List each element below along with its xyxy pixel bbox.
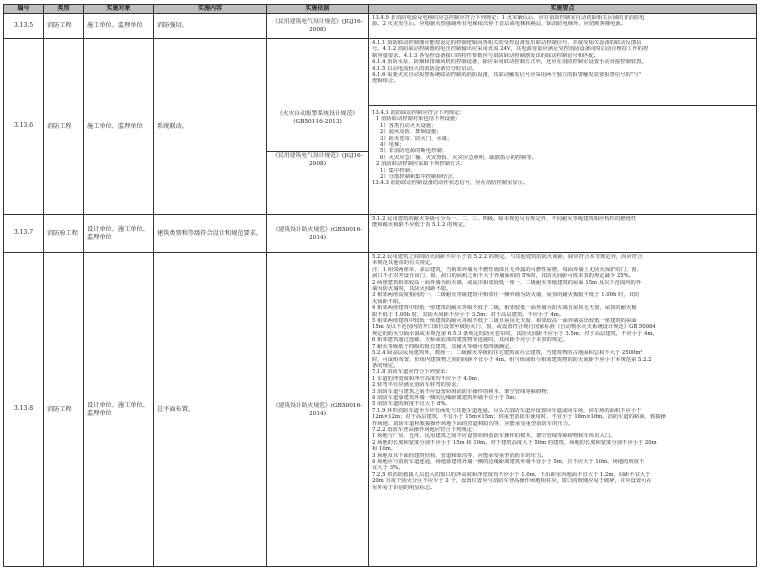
header-content: 实施内容 xyxy=(154,5,267,14)
point-line: 3 消防车道与建筑之间不应设置妨碍消防车操作的树木、架空管线等障碍物； xyxy=(372,388,552,395)
point-line: 7.2.5 供消防救援人员进入的窗口的净高度和净宽度均不应小于 1.0m，下沿距室内地面不宜大于 1.2m，间距不宜大于 xyxy=(372,471,651,478)
row-points xyxy=(369,39,757,215)
point-line: 4 消防车道靠建筑外墙一侧的边缘距离建筑外墙不宜小于 5m； xyxy=(372,394,520,401)
point-line: 13.4.1 消防联动控制应符合下列规定： xyxy=(372,110,465,116)
row-points xyxy=(369,215,757,253)
point-line: 15m 及以下范围内的开口部位设置甲级防火门、窗，或设置符合现行国家标准《自动喷水灭火系统设计规范》GB 50084 xyxy=(372,324,656,331)
point-line: 号。4.1.2 消防联动控制器的电压控制输出应采用直流 24V，其电源容量应满足受控消防设备同时启动且维持工作的控 xyxy=(372,46,649,53)
point-line: 20m 且每个防火分区不应少于 2 个，设置位置应与消防车登高操作场地相对应。窗口的玻璃应易于破碎，并应设置可在 xyxy=(372,478,652,485)
row-object: 设计单位、施工单位、监理单位 xyxy=(84,215,154,253)
row-category: 消防工程 xyxy=(44,253,84,567)
point-line: 5.2.2 民用建筑之间的防火间距不应小于表 5.2.2 的规定，与其他建筑的防火间距，除应符合本节规定外，尚应符合 xyxy=(372,254,643,260)
point-line: 13.4.3 消防联动控制设备的动作状态信号，应在消防控制室显示。 xyxy=(372,180,529,187)
point-line: 2 两座建筑相邻较高一面外墙为防火墙，或高出相邻较低一座一、二级耐火等级建筑的屋面 15m 及以下范围内的外 xyxy=(372,279,642,286)
points-block xyxy=(369,105,756,188)
basis-item: 《火灾自动报警系统设计规范》(GB50116-2013) xyxy=(276,111,359,125)
point-line: 源。2 火灾发生后，应根据火情强制所有电梯依次停于首层或电梯转换层，除消防电梯外，应切断客梯电源。 xyxy=(372,21,627,28)
point-line: 4 场地应与消防车道连通，场地靠建筑外墙一侧的边缘距离建筑外墙不宜小于 5m，且不应大于 10m，场地的坡度不 xyxy=(372,459,645,465)
row-basis: 《民用建筑电气设计规范》(JGJ16-2008) xyxy=(267,14,369,39)
table-row xyxy=(4,253,757,567)
point-line: 5）非消防电源的断电控制； xyxy=(380,148,447,155)
row-code: 3.13.5 xyxy=(4,14,44,39)
basis-item: 《民用建筑电气设计规范》(JGJ16-2008) xyxy=(267,151,368,168)
point-line: 4.1.6 需要火灾自动报警系统联动控制的消防设备，其联动触发信号应采用两个独立的报警触发装置报警信号的"与" xyxy=(372,72,641,79)
point-line: 2 转弯半径应满足消防车转弯的要求； xyxy=(372,382,462,389)
row-code: 3.13.6 xyxy=(4,39,44,215)
table-row xyxy=(4,39,757,215)
table-header-row xyxy=(4,5,757,14)
point-line: 3 场地及其下面的建筑结构、管道和暗沟等，应能承受重型消防车的压力。 xyxy=(372,452,547,459)
point-line: 4.1.4 消防水泵、防烟和排烟风机的控制设备，除应采用联动控制方式外，还应在消防控制室设置手动直接控制装置。 xyxy=(372,59,647,66)
fire-engineering-table xyxy=(3,4,757,567)
point-line: 逻辑组合。 xyxy=(372,78,399,85)
point-line: 条的规定。 xyxy=(372,362,399,369)
header-code: 编号 xyxy=(4,5,44,14)
row-object: 施工单位、监理单位 xyxy=(84,39,154,215)
point-line: 作场地、消防车道和救援操作场地下面的管道和暗沟等，应能承受重型消防车的压力。 xyxy=(372,420,574,427)
row-object: 设计单位、施工单位、监理单位 xyxy=(84,253,154,567)
row-points xyxy=(369,253,757,567)
row-basis: 《建筑设计防火规范》(GB50016-2014) xyxy=(267,253,369,567)
point-line: 7.2.2 消防车登高操作场地应符合下列规定： xyxy=(372,426,478,433)
row-code: 3.13.7 xyxy=(4,215,44,253)
point-line: 4.1.5 启动电流较大的消防设备宜分时启动。 xyxy=(372,65,478,72)
point-line: 2）通风及防、排烟设施； xyxy=(380,129,442,136)
header-points: 实施要点 xyxy=(369,5,757,14)
point-line: 1 车道的净宽度和净空高度均不应小于 4.0m； xyxy=(372,375,483,382)
row-category: 消防验工程 xyxy=(44,215,84,253)
row-object: 施工单位、监理单位 xyxy=(84,14,154,39)
header-category: 类别 xyxy=(44,5,84,14)
point-line: 2 场地的长度和宽度分别不应小于 15m 和 10m。对于建筑高度大于 50m 的建筑，场地的长度和宽度分别不应小于 20m xyxy=(372,439,657,446)
table-row xyxy=(4,215,757,253)
point-line: 6）火灾应急广播、火灾警报、火灾应急照明、疏散指示的控制等。 xyxy=(380,154,537,161)
point-line: 5 相邻两座建筑中较低一座建筑的耐火等级不低于二级且屋顶无天窗，相邻较高一面外墙高出较低一座建筑的屋面 xyxy=(372,318,637,325)
point-line: 室外易于识别的明显标志。 xyxy=(372,484,436,491)
point-line: 洞口不正对开设且该门、窗、洞口的面积之和不大于外墙面积的 5%时，其防火间距可按本表的规定减少 25%。 xyxy=(372,273,634,280)
point-line: 宜大于 3%。 xyxy=(372,465,404,472)
point-line: 3）防火卷帘、防火门、水幕； xyxy=(380,135,453,142)
row-category: 消防工程 xyxy=(44,14,84,39)
point-line: 能和耐火极限不应低于表 5.1.2 的规定。 xyxy=(372,222,469,229)
row-points xyxy=(369,14,757,39)
point-line: 火间距不限。 xyxy=(372,298,404,305)
point-line: 限不低于 1.00h 时，其防火间距不应小于 3.5m；对于高层建筑，不应小于 4m。 xyxy=(372,311,565,318)
point-line: 本规范其他章的有关规定。 xyxy=(372,260,436,267)
row-code: 3.13.8 xyxy=(4,253,44,567)
point-line: 7 耐火等级低于四级的既有建筑，其耐火等级可按四级确定。 xyxy=(372,343,515,350)
points-block xyxy=(369,39,756,105)
point-line: 4.1.1 消防联动控制器应能按设定的控制逻辑向各相关的受控设备发出联动控制信号，并接受相关设备的联动反馈信 xyxy=(372,40,642,46)
point-line: 1 消防联动控制对象包括下列设施： xyxy=(376,116,461,123)
point-line: 6 相邻建筑通过连廊、天桥或底部的建筑物等连接时，其间距不应小于本表的规定。 xyxy=(372,337,568,344)
point-line: 13.4.9 非消防电源及电梯的应急控制应符合下列规定：1 火灾确认后，应在消防控制室自动切除相关区域的非消防电 xyxy=(372,15,645,21)
point-line: 5 消防车道的坡度不宜大于 8%。 xyxy=(372,401,451,408)
point-line: 2 消防联动控制应采取下列控制方式： xyxy=(376,161,466,168)
point-line: 1）集中控制； xyxy=(380,167,416,174)
row-basis xyxy=(267,39,369,215)
table-row xyxy=(4,14,757,39)
point-line: 和 10m。 xyxy=(372,446,397,453)
point-line: 4 相邻两座建筑中较低一座建筑的耐火等级不低于二级，相邻较低一面外墙为防火墙且屋顶无天窗，屋顶的耐火极 xyxy=(372,305,637,312)
point-line: 5.2.4 除高层民用建筑外，数座一、二级耐火等级的住宅建筑或办公建筑，当建筑物的占地面积总和不大于 2500m² xyxy=(372,350,643,357)
header-basis: 实施依据 xyxy=(267,5,369,14)
point-line: 12m×12m；对于高层建筑，不宜小于 15m×15m；供重型消防车使用时，不宜小于 18m×18m。消防车道的路面、救援操 xyxy=(372,414,666,421)
point-line: 3 相邻两座高度相同的一、二级耐火等级建筑中相邻任一侧外墙为防火墙，屋顶的耐火极限不低于 1.00h 时，其防 xyxy=(372,292,640,299)
point-line: 规定的防火分隔水幕或本规范第 6.5.3 条规定的防火卷帘时，其防火间距不应小于 3.5m；对于高层建筑，不应小于 4m。 xyxy=(372,330,658,337)
point-line: 注：1 相邻两座单、多层建筑，当相邻外墙为不燃性墙体且无外露的可燃性屋檐，每面外墙上无防火保护的门、窗、 xyxy=(372,266,642,273)
row-category: 消防工程 xyxy=(44,39,84,215)
point-line: 7.1.8 消防车道应符合下列要求： xyxy=(372,369,451,376)
row-content: 消防强切。 xyxy=(154,14,267,39)
point-line: 7.1.9 环形消防车道至少应有两处与其他车道连通。尽头式消防车道应设置回车道或回车场，回车场的面积不应小于 xyxy=(372,407,642,414)
row-content: 建筑类别和等级符合设计和规范要求。 xyxy=(154,215,267,253)
point-line: 4）电梯； xyxy=(380,142,405,149)
point-line: 墙为防火墙时，其防火间距不限。 xyxy=(372,286,452,293)
row-basis: 《建筑设计防火规范》(GB50016-2014) xyxy=(267,215,369,253)
point-line: 1 场地与厂房、仓库、民用建筑之间不应设置妨碍消防车操作的树木、架空管线等障碍物和车库出入口。 xyxy=(372,433,616,440)
point-line: 制容量要求。4.1.3 各受控设备接口的特性参数应与消防联动控制器发出的联动控制信号相匹配。 xyxy=(372,52,600,59)
row-content: 总平面布置。 xyxy=(154,253,267,567)
point-line: 1）各类自动灭火设施； xyxy=(380,122,437,129)
row-content: 系统联动。 xyxy=(154,39,267,215)
point-line: 时，可成组布置，但组内建筑物之间的间距不宜小于 4m。组与组或组与相邻建筑物的防火间距不应小于本规范第 5.2.2 xyxy=(372,356,652,363)
header-object: 实施对象 xyxy=(84,5,154,14)
point-line: 2）分散控制和集中控制相结合。 xyxy=(380,174,458,181)
point-line: 5.1.2 民用建筑的耐火等级可分为一、二、三、四级。除本规范另有规定外，不同耐火等级建筑相应构件的燃烧性 xyxy=(372,216,637,222)
